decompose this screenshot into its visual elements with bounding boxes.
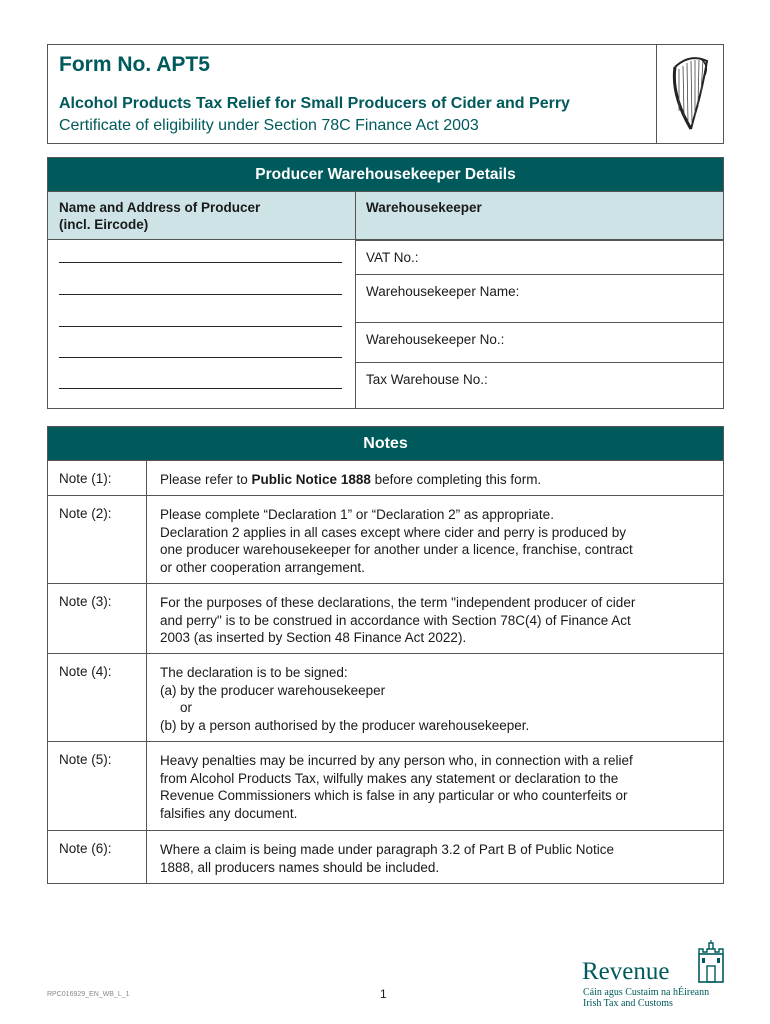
- note-line: For the purposes of these declarations, the term "independent producer of cider: [160, 595, 636, 610]
- note-row-1: [48, 460, 723, 495]
- vat-no-label: VAT No.:: [366, 250, 419, 265]
- form-number: Form No. APT5: [59, 53, 210, 76]
- name-address-heading-line2: (incl. Eircode): [59, 217, 149, 232]
- note-row-2: [48, 495, 723, 583]
- form-subtitle-certificate: Certificate of eligibility under Section 78C Finance Act 2003: [59, 117, 479, 134]
- note-line: (b) by a person authorised by the producer warehousekeeper.: [160, 717, 530, 733]
- note-label: Note (3):: [59, 594, 112, 609]
- revenue-irish-tagline: Cáin agus Custaim na hÉireann: [583, 987, 710, 998]
- name-address-heading-line1: Name and Address of Producer: [59, 200, 261, 215]
- producer-column-headings: [48, 191, 723, 240]
- note-label: Note (6):: [59, 841, 112, 856]
- note-label: Note (4):: [59, 664, 112, 679]
- note-text: [160, 506, 705, 576]
- note-1-text-start: Please refer to: [160, 472, 252, 487]
- note-text: [160, 841, 705, 876]
- note-line: Revenue Commissioners which is false in any particular or who counterfeits or: [160, 788, 628, 803]
- note-line: Heavy penalties may be incurred by any person who, in connection with a relief: [160, 753, 633, 768]
- warehousekeeper-no-field[interactable]: [356, 322, 724, 364]
- page-number: 1: [380, 987, 387, 1001]
- title-cell: [48, 45, 657, 143]
- address-line-1[interactable]: [59, 262, 342, 263]
- note-line: 2003 (as inserted by Section 48 Finance Act 2022).: [160, 630, 467, 645]
- note-line: Declaration 2 applies in all cases except where cider and perry is produced by: [160, 524, 627, 540]
- note-label: Note (2):: [59, 506, 112, 521]
- warehousekeeper-name-field[interactable]: [356, 274, 724, 324]
- note-label: Note (1):: [59, 471, 112, 486]
- revenue-wordmark: Revenue: [582, 958, 670, 985]
- tax-warehouse-no-label: Tax Warehouse No.:: [366, 372, 488, 387]
- harp-icon: [657, 45, 723, 143]
- address-line-3[interactable]: [59, 326, 342, 327]
- note-line: The declaration is to be signed:: [160, 665, 348, 680]
- harp-emblem-cell: [657, 45, 723, 143]
- name-address-heading: [59, 199, 260, 233]
- note-text: [160, 594, 705, 647]
- tax-warehouse-no-field[interactable]: [356, 362, 724, 409]
- note-text: [160, 664, 705, 734]
- form-header: [47, 44, 724, 144]
- producer-section-title: Producer Warehousekeeper Details: [48, 158, 723, 191]
- address-line-5[interactable]: [59, 388, 342, 389]
- note-line: Please complete “Declaration 1” or “Declaration 2” as appropriate.: [160, 507, 554, 522]
- note-line: from Alcohol Products Tax, wilfully makes any statement or declaration to the: [160, 770, 619, 786]
- note-line: (a) by the producer warehousekeeper: [160, 682, 386, 698]
- note-row-5: [48, 741, 723, 830]
- note-line: 1888, all producers names should be included.: [160, 859, 440, 875]
- address-line-2[interactable]: [59, 294, 342, 295]
- note-row-4: [48, 653, 723, 741]
- note-line: Where a claim is being made under paragraph 3.2 of Part B of Public Notice: [160, 842, 614, 857]
- vat-no-field[interactable]: [356, 240, 724, 276]
- notes-table: [47, 426, 724, 884]
- note-label: Note (5):: [59, 752, 112, 767]
- document-code: RPC016929_EN_WB_L_1: [47, 991, 130, 998]
- note-text: [160, 471, 705, 489]
- note-1-text-end: before completing this form.: [370, 472, 542, 487]
- note-row-6: [48, 830, 723, 883]
- form-subtitle: Alcohol Products Tax Relief for Small Producers of Cider and Perry: [59, 95, 570, 112]
- public-notice-reference: Public Notice 1888: [251, 472, 371, 487]
- note-line: falsifies any document.: [160, 805, 298, 821]
- warehousekeeper-heading: Warehousekeeper: [366, 200, 482, 215]
- address-line-4[interactable]: [59, 357, 342, 358]
- warehousekeeper-name-label: Warehousekeeper Name:: [366, 284, 520, 299]
- castle-icon: [695, 940, 727, 984]
- revenue-logo: [582, 940, 727, 1012]
- note-line: or: [180, 700, 193, 715]
- note-row-3: [48, 583, 723, 653]
- producer-details-table: [47, 157, 724, 409]
- note-line: or other cooperation arrangement.: [160, 559, 365, 575]
- warehousekeeper-no-label: Warehousekeeper No.:: [366, 332, 505, 347]
- note-text: [160, 752, 705, 822]
- note-line: one producer warehousekeeper for another under a licence, franchise, contract: [160, 542, 633, 557]
- revenue-english-tagline: Irish Tax and Customs: [583, 998, 673, 1009]
- note-line: and perry" is to be construed in accordance with Section 78C(4) of Finance Act: [160, 612, 631, 628]
- notes-title: Notes: [48, 427, 723, 460]
